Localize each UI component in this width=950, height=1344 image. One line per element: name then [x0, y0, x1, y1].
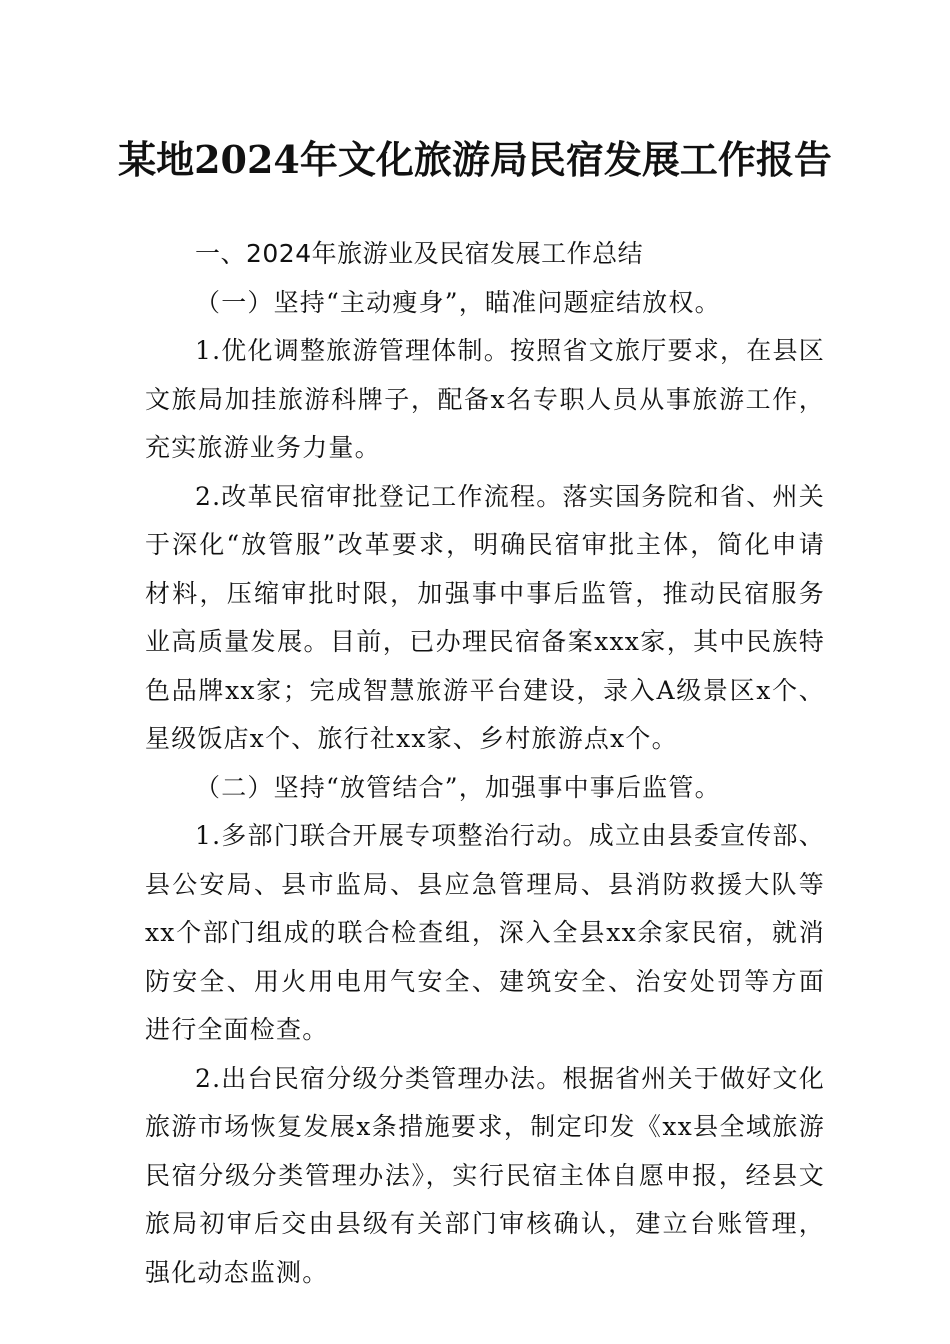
document-title: 某地2024年文化旅游局民宿发展工作报告 — [118, 137, 832, 182]
section-heading: 一、2024年旅游业及民宿发展工作总结 — [195, 239, 644, 268]
document-body — [145, 230, 825, 1297]
paragraph: 2.改革民宿审批登记工作流程。落实国务院和省、州关于深化“放管服”改革要求，明确民宿审批主体，简化申请材料，压缩审批时限，加强事中事后监管，推动民宿服务业高质量发展。目前，已办理民宿备案xxx家，其中民族特色品牌xx家；完成智慧旅游平台建设，录入A级景区x个、星级饭店x个、旅行社xx家、乡村旅游点x个。 — [145, 481, 825, 753]
paragraph: 1.多部门联合开展专项整治行动。成立由县委宣传部、县公安局、县市监局、县应急管理局、县消防救援大队等xx个部门组成的联合检查组，深入全县xx余家民宿，就消防安全、用火用电用气安全、建筑安全、治安处罚等方面进行全面检查。 — [145, 821, 825, 1044]
paragraph: 2.出台民宿分级分类管理办法。根据省州关于做好文化旅游市场恢复发展x条措施要求，制定印发《xx县全域旅游民宿分级分类管理办法》，实行民宿主体自愿申报，经县文旅局初审后交由县级有关部门审核确认，建立台账管理，强化动态监测。 — [145, 1063, 825, 1287]
paragraph: 1.优化调整旅游管理体制。按照省文旅厅要求，在县区文旅局加挂旅游科牌子，配备x名专职人员从事旅游工作，充实旅游业务力量。 — [145, 336, 825, 462]
subsection-heading: （一）坚持“主动瘦身”，瞄准问题症结放权。 — [195, 287, 721, 317]
subsection-heading: （二）坚持“放管结合”，加强事中事后监管。 — [195, 772, 721, 802]
